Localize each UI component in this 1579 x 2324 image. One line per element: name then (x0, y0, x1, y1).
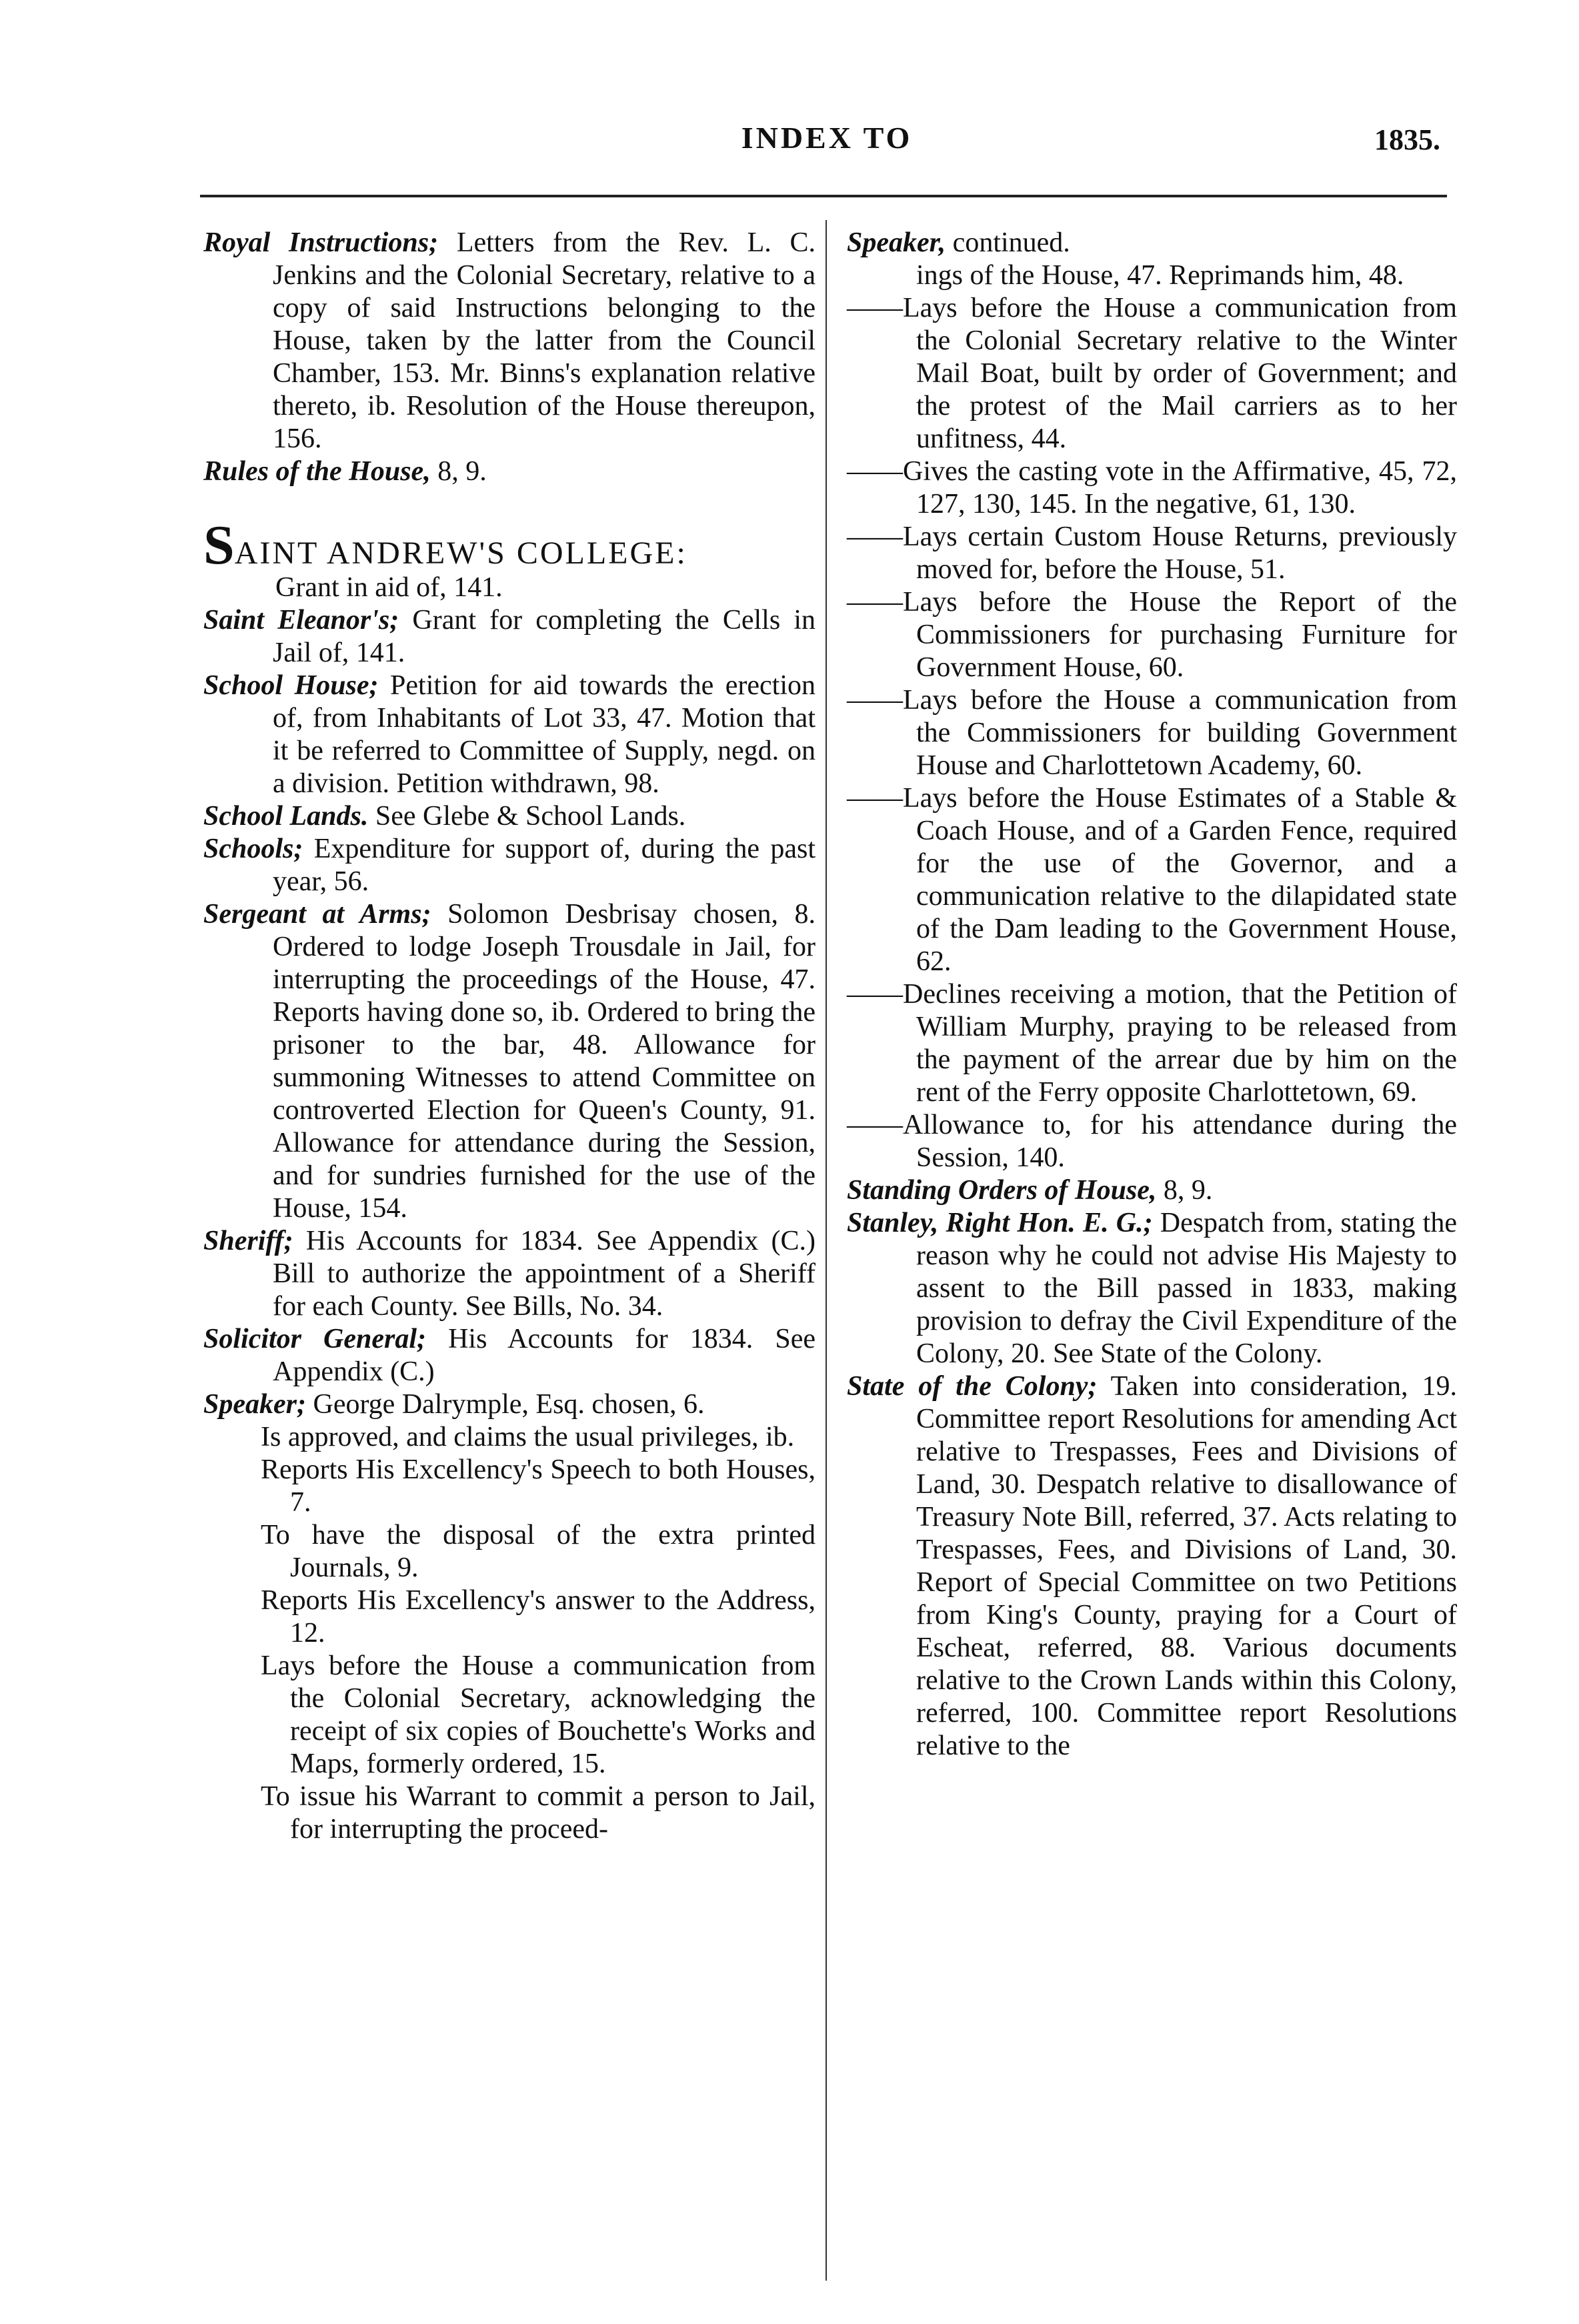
entry-text: 8, 9. (1156, 1175, 1213, 1206)
entry-text: ——Lays before the House Estimates of a Stable & Coach House, and of a Garden Fence, required for the use of the Governor, and a communication relative to the dilapidated state of the Dam leading to the Government House, 62. (847, 783, 1457, 977)
entry-heading: Schools; (203, 834, 303, 864)
entry-heading: Sergeant at Arms; (203, 899, 431, 930)
index-subentry (847, 292, 1457, 455)
entry-text: Taken into consideration, 19. Committee report Resolutions for amending Act relative to Trespasses, Fees and Divisions of Land, 30. Despatch relative to disallowance of Treasury Note Bill, referred, 37. Acts relating to Trespasses, Fees, and Divisions of Land, 30. Report of Special Committee on two Petitions from King's County, praying for a Court of Escheat, referred, 88. Various documents relative to the Crown Lands within this Colony, referred, 100. Committee report Resolutions relative to the (916, 1371, 1457, 1761)
index-subentry (847, 684, 1457, 782)
entry-text: continued. (946, 227, 1070, 258)
index-subentry (847, 1109, 1457, 1174)
index-entry (203, 604, 816, 670)
entry-text: ings of the House, 47. Reprimands him, 48. (916, 260, 1404, 291)
entry-heading: Rules of the House, (203, 456, 431, 487)
entry-heading: School House; (203, 670, 379, 701)
entry-text: To issue his Warrant to commit a person to Jail, for interrupting the proceed- (261, 1781, 816, 1845)
entry-heading: Solicitor General; (203, 1324, 427, 1354)
index-subentry (847, 455, 1457, 521)
left-column (203, 227, 816, 1846)
entry-text: 8, 9. (430, 456, 487, 487)
entry-text: Is approved, and claims the usual privileges, ib. (261, 1422, 795, 1452)
entry-text: Expenditure for support of, during the past year, 56. (273, 834, 816, 897)
index-entry (203, 833, 816, 898)
index-entry (203, 1323, 816, 1388)
entry-text: Grant in aid of, 141. (275, 572, 503, 603)
index-entry (203, 898, 816, 1225)
entry-heading: School Lands. (203, 801, 369, 832)
page-year: 1835. (1374, 123, 1440, 156)
index-subentry (203, 1584, 816, 1650)
index-subentry (203, 1454, 816, 1519)
index-entry (203, 1388, 816, 1421)
index-continuation (847, 259, 1457, 292)
entry-text: ——Declines receiving a motion, that the Petition of William Murphy, praying to be released from the payment of the arrear due by him on the rent of the Ferry opposite Charlottetown, 69. (847, 979, 1457, 1108)
entry-text: His Accounts for 1834. See Appendix (C.) (273, 1324, 816, 1387)
entry-text: ——Allowance to, for his attendance during the Session, 140. (847, 1110, 1457, 1173)
index-entry (203, 1225, 816, 1323)
entry-text: Grant for completing the Cells in Jail of, 141. (273, 605, 816, 668)
entry-text: His Accounts for 1834. See Appendix (C.) Bill to authorize the appointment of a Sheriff for each County. See Bills, No. 34. (273, 1226, 816, 1322)
index-entry (847, 1370, 1457, 1763)
index-entry-heading (203, 514, 816, 604)
running-title: INDEX TO (741, 121, 913, 155)
page-header (200, 120, 1454, 167)
entry-text: Reports His Excellency's Speech to both Houses, 7. (261, 1454, 816, 1518)
entry-text: See Glebe & School Lands. (368, 801, 686, 832)
index-entry (847, 1207, 1457, 1370)
entry-text: Lays before the House a communication from the Colonial Secretary, acknowledging the receipt of six copies of Bouchette's Works and Maps, formerly ordered, 15. (261, 1650, 816, 1779)
index-entry (203, 800, 816, 833)
index-subentry (203, 1421, 816, 1454)
index-subentry (847, 586, 1457, 684)
entry-text: ——Lays before the House a communication from the Colonial Secretary relative to the Winter Mail Boat, built by order of Government; and the protest of the Mail carriers as to her unfitness, 44. (847, 293, 1457, 454)
drop-cap: S (203, 514, 235, 576)
entry-heading: State of the Colony; (847, 1371, 1098, 1402)
entry-heading: Stanley, Right Hon. E. G.; (847, 1208, 1153, 1238)
entry-text: Despatch from, stating the reason why he could not advise His Majesty to assent to the Bill passed in 1833, making provision to defray the Civil Expenditure of the Colony, 20. See State of the Colony. (916, 1208, 1457, 1369)
index-subentry (847, 978, 1457, 1109)
index-entry (847, 227, 1457, 259)
index-entry (203, 670, 816, 800)
entry-text: ——Lays certain Custom House Returns, previously moved for, before the House, 51. (847, 521, 1457, 585)
entry-text: ——Lays before the House the Report of the Commissioners for purchasing Furniture for Government House, 60. (847, 587, 1457, 683)
entry-text: Petition for aid towards the erection of, from Inhabitants of Lot 33, 47. Motion that it be referred to Committee of Supply, negd. on a division. Petition withdrawn, 98. (273, 670, 816, 799)
entry-text: ——Lays before the House a communication from the Commissioners for building Government House and Charlottetown Academy, 60. (847, 685, 1457, 781)
entry-heading: Standing Orders of House, (847, 1175, 1157, 1206)
index-subentry (203, 1650, 816, 1781)
entry-text: Solomon Desbrisay chosen, 8. Ordered to lodge Joseph Trousdale in Jail, for interrupting the proceedings of the House, 47. Reports having done so, ib. Ordered to bring the prisoner to the bar, 48. Allowance for summoning Witnesses to attend Committee on controverted Election for Queen's County, 91. Allowance for attendance during the Session, and for sundries furnished for the use of the House, 154. (273, 899, 816, 1224)
entry-heading: Saint Eleanor's; (203, 605, 399, 636)
entry-heading: Speaker, (847, 227, 946, 258)
index-subentry (203, 1781, 816, 1846)
entry-heading: Sheriff; (203, 1226, 293, 1256)
index-entry (203, 455, 816, 488)
index-subentry (203, 1519, 816, 1584)
index-entry (203, 227, 816, 455)
right-column (847, 227, 1457, 1763)
entry-text: To have the disposal of the extra printed Journals, 9. (261, 1520, 816, 1583)
entry-text: Letters from the Rev. L. C. Jenkins and the Colonial Secretary, relative to a copy of said Instructions belonging to the House, taken by the latter from the Council Chamber, 153. Mr. Binns's explanation relative thereto, ib. Resolution of the House thereupon, 156. (273, 227, 816, 454)
entry-heading: AINT ANDREW'S COLLEGE: (234, 535, 687, 571)
index-subentry (847, 521, 1457, 586)
column-divider (826, 220, 827, 2281)
index-subentry (847, 782, 1457, 978)
entry-text: Reports His Excellency's answer to the Address, 12. (261, 1585, 816, 1648)
entry-text: George Dalrymple, Esq. chosen, 6. (305, 1389, 705, 1420)
entry-text: ——Gives the casting vote in the Affirmative, 45, 72, 127, 130, 145. In the negative, 61, 130. (847, 456, 1457, 519)
entry-heading: Royal Instructions; (203, 227, 439, 258)
entry-heading: Speaker; (203, 1389, 306, 1420)
index-entry (847, 1174, 1457, 1207)
header-rule (200, 195, 1447, 197)
